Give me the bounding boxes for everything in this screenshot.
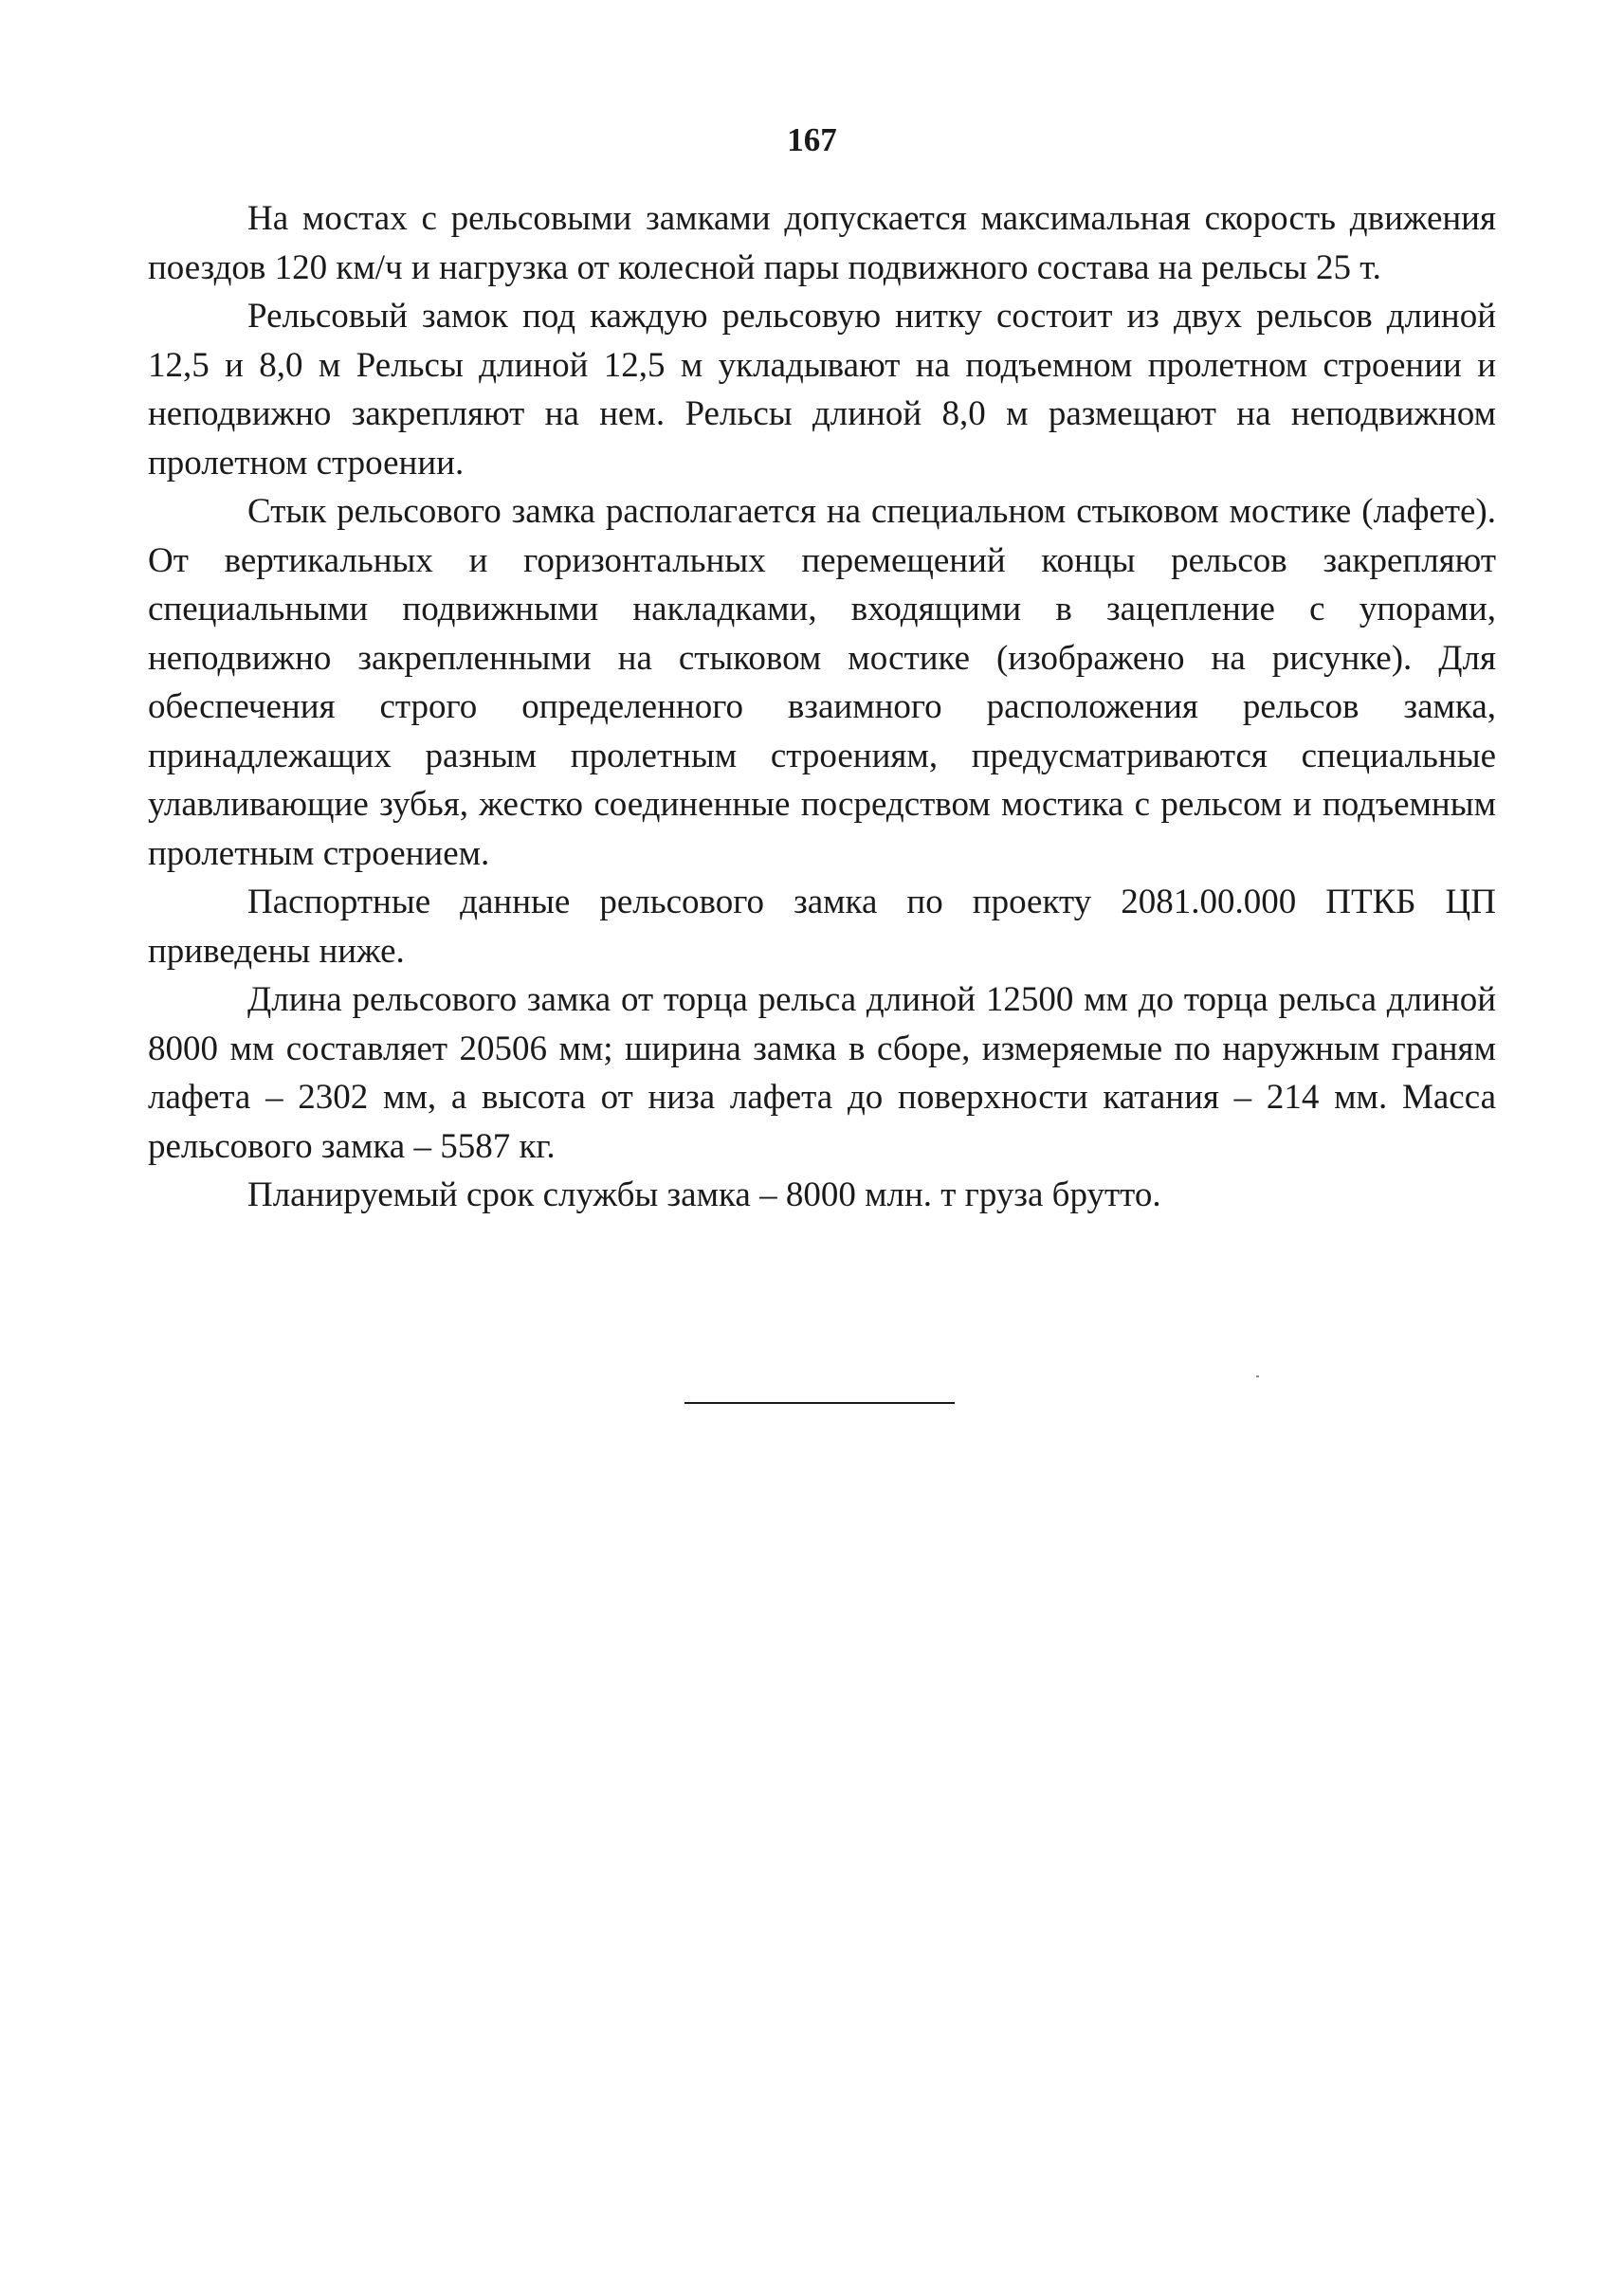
paragraph-speed-load: На мостах с рельсовыми замками допускается максимальная скорость движения поездов 120 км/ч и нагрузка от колесной пары подвижного состава на рельсы 25 т.	[148, 199, 1496, 287]
page-number: 167	[787, 121, 837, 158]
paragraph-rail-lock-composition: Рельсовый замок под каждую рельсовую нитку состоит из двух рельсов длиной 12,5 и 8,0 м Рельсы длиной 12,5 м укладывают на подъемном пролетном строении и неподвижно закрепляют на нем. Рельсы длиной 8,0 м размещают на неподвижном пролетном строении.	[148, 297, 1496, 483]
paragraph-passport-data: Паспортные данные рельсового замка по проекту 2081.00.000 ПТКБ ЦП приведены ниже.	[148, 883, 1496, 971]
body-text	[148, 194, 1496, 1220]
end-of-text-rule	[684, 1402, 955, 1404]
paragraph-dimensions: Длина рельсового замка от торца рельса длиной 12500 мм до торца рельса длиной 8000 мм составляет 20506 мм; ширина замка в сборе, измеряемые по наружным граням лафета – 2302 мм, а высота от низа лафета до поверхности катания – 214 мм. Масса рельсового замка – 5587 кг.	[148, 980, 1496, 1166]
paragraph-service-life: Планируемый срок службы замка – 8000 млн. т груза брутто.	[247, 1175, 1161, 1214]
paragraph-rail-joint: Стык рельсового замка располагается на специальном стыковом мостике (лафете). От вертикальных и горизонтальных перемещений концы рельсов закрепляют специальными подвижными накладками, входящими в зацепление с упорами, неподвижно закрепленными на стыковом мостике (изображено на рисунке). Для обеспечения строго определенного взаимного расположения рельсов замка, принадлежащих разным пролетным строениям, предусматриваются специальные улавливающие зубья, жестко соединенные посредством мостика с рельсом и подъемным пролетным строением.	[148, 492, 1496, 873]
scan-speck	[1256, 1375, 1259, 1377]
